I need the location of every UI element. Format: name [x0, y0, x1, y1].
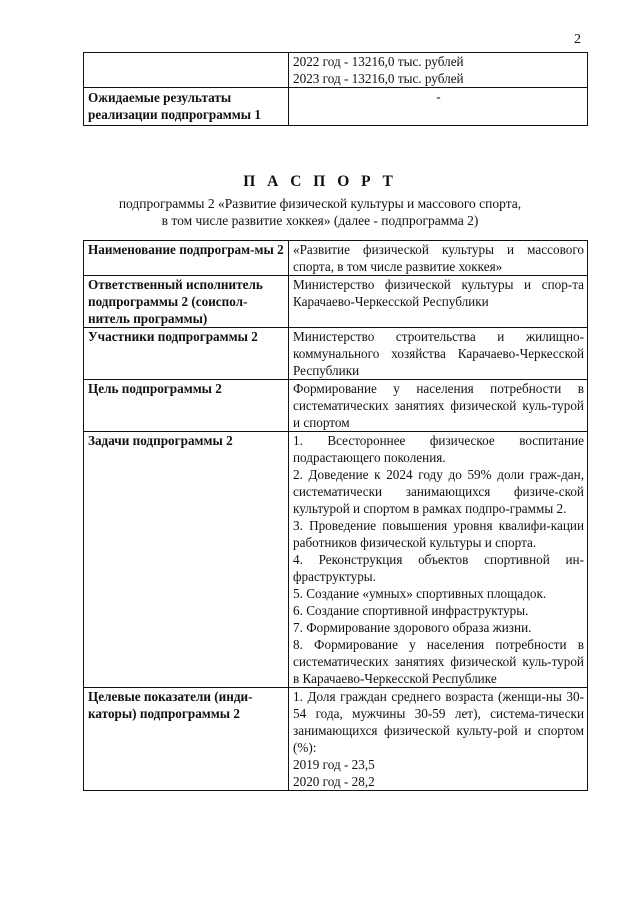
- table-cell-value: Формирование у населения потребности в систематических занятиях физической куль-турой и спортом: [289, 380, 588, 432]
- top-continuation-table: [83, 52, 588, 126]
- table-cell-value: «Развитие физической культуры и массового спорта, в том числе развитие хоккея»: [289, 241, 588, 276]
- task-item: 6. Создание спортивной инфраструктуры.: [293, 603, 529, 618]
- table-row: [84, 432, 588, 688]
- table-row: [84, 688, 588, 791]
- table-row: [84, 88, 588, 126]
- task-item: 5. Создание «умных» спортивных площадок.: [293, 586, 547, 601]
- table-row: [84, 53, 588, 88]
- passport-subtitle-line: в том числе развитие хоккея» (далее - подпрограмма 2): [161, 213, 479, 228]
- table-cell-value: Министерство физической культуры и спор-та Карачаево-Черкесской Республики: [289, 276, 588, 328]
- passport-subtitle-line: подпрограммы 2 «Развитие физической культуры и массового спорта,: [118, 196, 522, 211]
- task-item: 2. Доведение к 2024 году до 59% доли граж-дан, систематически занимающихся физиче-ской культурой и спортом в рамках подпро-граммы 2.: [293, 467, 584, 516]
- indicator-item: 2020 год - 28,2: [293, 774, 375, 789]
- table-cell-value: [289, 432, 588, 688]
- funding-line: 2022 год - 13216,0 тыс. рублей: [293, 54, 464, 69]
- task-item: 3. Проведение повышения уровня квалифи-кации работников физической культуры и спорта.: [293, 518, 584, 550]
- page-number: 2: [574, 32, 581, 47]
- table-cell-label: Целевые показатели (инди-каторы) подпрограммы 2: [84, 688, 289, 791]
- indicator-item: 2019 год - 23,5: [293, 757, 375, 772]
- table-cell-value: Министерство строительства и жилищно-коммунального хозяйства Карачаево-Черкесской Республики: [289, 328, 588, 380]
- table-row: [84, 380, 588, 432]
- table-cell-value: -: [289, 88, 588, 126]
- task-item: 1. Всестороннее физическое воспитание подрастающего поколения.: [293, 433, 584, 465]
- table-cell-label: Участники подпрограммы 2: [84, 328, 289, 380]
- passport-heading: [0, 173, 640, 229]
- table-row: [84, 276, 588, 328]
- passport-table: [83, 240, 588, 791]
- indicator-item: 1. Доля граждан среднего возраста (женщи-ны 30-54 года, мужчины 30-59 лет), система-тически занимающихся физической культу-рой и спортом (%):: [293, 689, 584, 755]
- table-cell-value: [289, 688, 588, 791]
- funding-line: 2023 год - 13216,0 тыс. рублей: [293, 71, 464, 86]
- table-cell-label: Задачи подпрограммы 2: [84, 432, 289, 688]
- table-row: [84, 241, 588, 276]
- passport-subtitle: [0, 195, 640, 229]
- table-row: [84, 328, 588, 380]
- table-cell-label: Наименование подпрограм-мы 2: [84, 241, 289, 276]
- passport-title: П А С П О Р Т: [243, 173, 397, 190]
- table-cell-label: Ответственный исполнитель подпрограммы 2 (соиспол-нитель программы): [84, 276, 289, 328]
- task-item: 8. Формирование у населения потребности в систематических занятиях физической куль-турой в Карачаево-Черкесской Республике: [293, 637, 584, 686]
- table-cell-label: Ожидаемые результаты реализации подпрограммы 1: [84, 88, 289, 126]
- task-item: 4. Реконструкция объектов спортивной ин-фраструктуры.: [293, 552, 584, 584]
- task-item: 7. Формирование здорового образа жизни.: [293, 620, 532, 635]
- table-cell-label: [84, 53, 289, 88]
- table-cell-value: [289, 53, 588, 88]
- table-cell-label: Цель подпрограммы 2: [84, 380, 289, 432]
